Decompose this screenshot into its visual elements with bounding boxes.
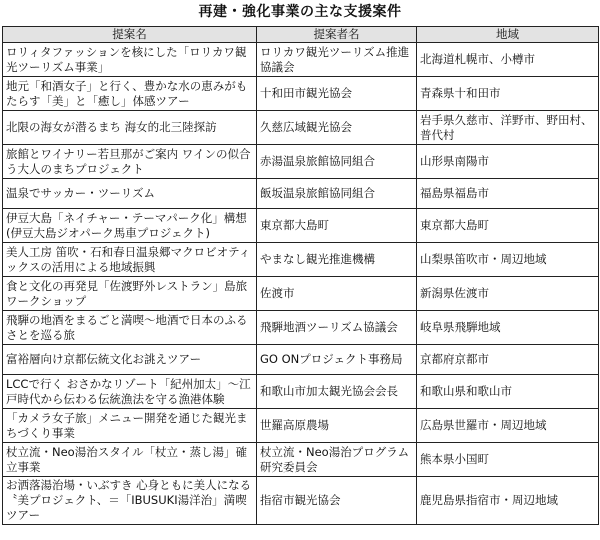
- column-header-proposer: 提案者名: [257, 27, 417, 43]
- cell-proposal-name: 伊豆大島「ネイチャー・テーマパーク化」構想(伊豆大島ジオパーク馬車プロジェクト): [3, 209, 257, 243]
- table-header-row: [3, 27, 599, 43]
- cell-proposal-name: 飛騨の地酒をまるごと満喫〜地酒で日本のふるさとを巡る旅: [3, 311, 257, 345]
- cell-proposer: 十和田市観光協会: [257, 77, 417, 111]
- cell-proposal-name: 食と文化の再発見「佐渡野外レストラン」島旅ワークショップ: [3, 277, 257, 311]
- table-row: [3, 43, 599, 77]
- table-row: [3, 443, 599, 477]
- cell-proposer: 飛騨地酒ツーリズム協議会: [257, 311, 417, 345]
- cell-region: 北海道札幌市、小樽市: [417, 43, 599, 77]
- table-row: [3, 477, 599, 525]
- cell-proposer: 杖立流・Neo湯治プログラム研究委員会: [257, 443, 417, 477]
- cell-proposal-name: 富裕層向け京都伝統文化お誂えツアー: [3, 345, 257, 375]
- cell-proposer: 佐渡市: [257, 277, 417, 311]
- cell-proposer: 飯坂温泉旅館協同組合: [257, 179, 417, 209]
- table-row: [3, 243, 599, 277]
- cell-region: 新潟県佐渡市: [417, 277, 599, 311]
- cell-proposal-name: お洒落湯治場・いぶすき 心身ともに美人になる〝美プロジェクト、＝「IBUSUKI湯洋治」満喫ツアー: [3, 477, 257, 525]
- cell-region: 広島県世羅市・周辺地域: [417, 409, 599, 443]
- cell-proposal-name: 地元「和酒女子」と行く、豊かな水の恵みがもたらす「美」と「癒し」体感ツアー: [3, 77, 257, 111]
- table-row: [3, 179, 599, 209]
- cell-proposer: 指宿市観光協会: [257, 477, 417, 525]
- cell-region: 和歌山県和歌山市: [417, 375, 599, 409]
- cell-proposal-name: 「カメラ女子旅」メニュー開発を通じた観光まちづくり事業: [3, 409, 257, 443]
- cell-proposer: やまなし観光推進機構: [257, 243, 417, 277]
- cell-proposer: 赤湯温泉旅館協同組合: [257, 145, 417, 179]
- cell-region: 福島県福島市: [417, 179, 599, 209]
- table-row: [3, 409, 599, 443]
- table-row: [3, 111, 599, 145]
- cell-proposer: 和歌山市加太観光協会会長: [257, 375, 417, 409]
- table-row: [3, 145, 599, 179]
- column-header-region: 地域: [417, 27, 599, 43]
- cell-region: 京都府京都市: [417, 345, 599, 375]
- cell-proposer: ロリカワ観光ツーリズム推進協議会: [257, 43, 417, 77]
- support-cases-table: [2, 26, 599, 525]
- cell-region: 熊本県小国町: [417, 443, 599, 477]
- cell-proposal-name: 温泉でサッカー・ツーリズム: [3, 179, 257, 209]
- cell-region: 山梨県笛吹市・周辺地域: [417, 243, 599, 277]
- cell-region: 東京都大島町: [417, 209, 599, 243]
- cell-region: 岐阜県飛騨地域: [417, 311, 599, 345]
- column-header-proposal-name: 提案名: [3, 27, 257, 43]
- cell-proposal-name: 北限の海女が潜るまち 海女的北三陸探訪: [3, 111, 257, 145]
- cell-proposer: GO ONプロジェクト事務局: [257, 345, 417, 375]
- cell-proposal-name: 杖立流・Neo湯治スタイル「杖立・蒸し湯」確立事業: [3, 443, 257, 477]
- table-row: [3, 77, 599, 111]
- cell-region: 山形県南陽市: [417, 145, 599, 179]
- cell-proposer: 世羅高原農場: [257, 409, 417, 443]
- cell-proposer: 東京都大島町: [257, 209, 417, 243]
- table-row: [3, 375, 599, 409]
- cell-region: 青森県十和田市: [417, 77, 599, 111]
- cell-proposer: 久慈広域観光協会: [257, 111, 417, 145]
- cell-region: 鹿児島県指宿市・周辺地域: [417, 477, 599, 525]
- cell-proposal-name: 旅館とワイナリー若旦那がご案内 ワインの似合う大人のまちプロジェクト: [3, 145, 257, 179]
- cell-proposal-name: LCCで行く おさかなリゾート「紀州加太」〜江戸時代から伝わる伝統漁法を守る漁港体験: [3, 375, 257, 409]
- table-row: [3, 311, 599, 345]
- cell-proposal-name: ロリィタファッションを核にした「ロリカワ観光ツーリズム事業」: [3, 43, 257, 77]
- table-row: [3, 209, 599, 243]
- cell-region: 岩手県久慈市、洋野市、野田村、普代村: [417, 111, 599, 145]
- cell-proposal-name: 美人工房 笛吹・石和春日温泉郷マクロビオティックスの活用による地域振興: [3, 243, 257, 277]
- table-row: [3, 345, 599, 375]
- table-row: [3, 277, 599, 311]
- document-title: 再建・強化事業の主な支援案件: [198, 4, 402, 20]
